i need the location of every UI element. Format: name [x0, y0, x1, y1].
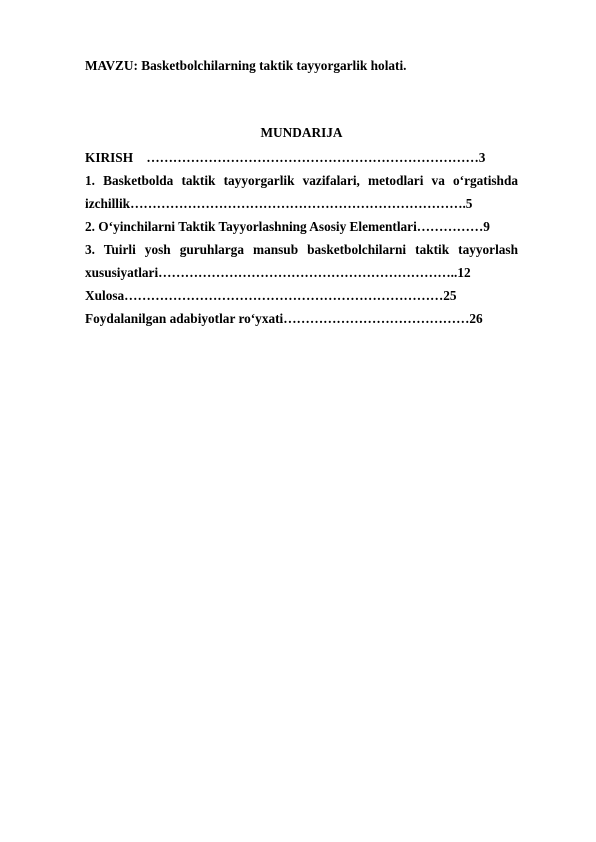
toc-entry-references: Foydalanilgan adabiyotlar ro‘yxati……………………………………26	[85, 311, 483, 326]
toc-entry-introduction: KIRISH …………………………………………………………………3	[85, 150, 486, 165]
toc-entry-chapter-1: 1. Basketbolda taktik tayyorgarlik vazifalari, metodlari va o‘rgatishda izchillik………………………………………………………………….5	[85, 173, 518, 211]
toc-entry-chapter-3: 3. Tuirli yosh guruhlarga mansub basketbolchilarni taktik tayyorlash xususiyatlari…………………………………………………………..12	[85, 242, 518, 280]
toc-entry-conclusion: Xulosa………………………………………………………………25	[85, 288, 457, 303]
toc-title: MUNDARIJA	[260, 125, 343, 140]
toc-entry-chapter-2: 2. O‘yinchilarni Taktik Tayyorlashning Asosiy Elementlari……………9	[85, 219, 490, 234]
table-of-contents	[85, 146, 518, 330]
document-topic: MAVZU: Basketbolchilarning taktik tayyorgarlik holati.	[85, 58, 407, 73]
